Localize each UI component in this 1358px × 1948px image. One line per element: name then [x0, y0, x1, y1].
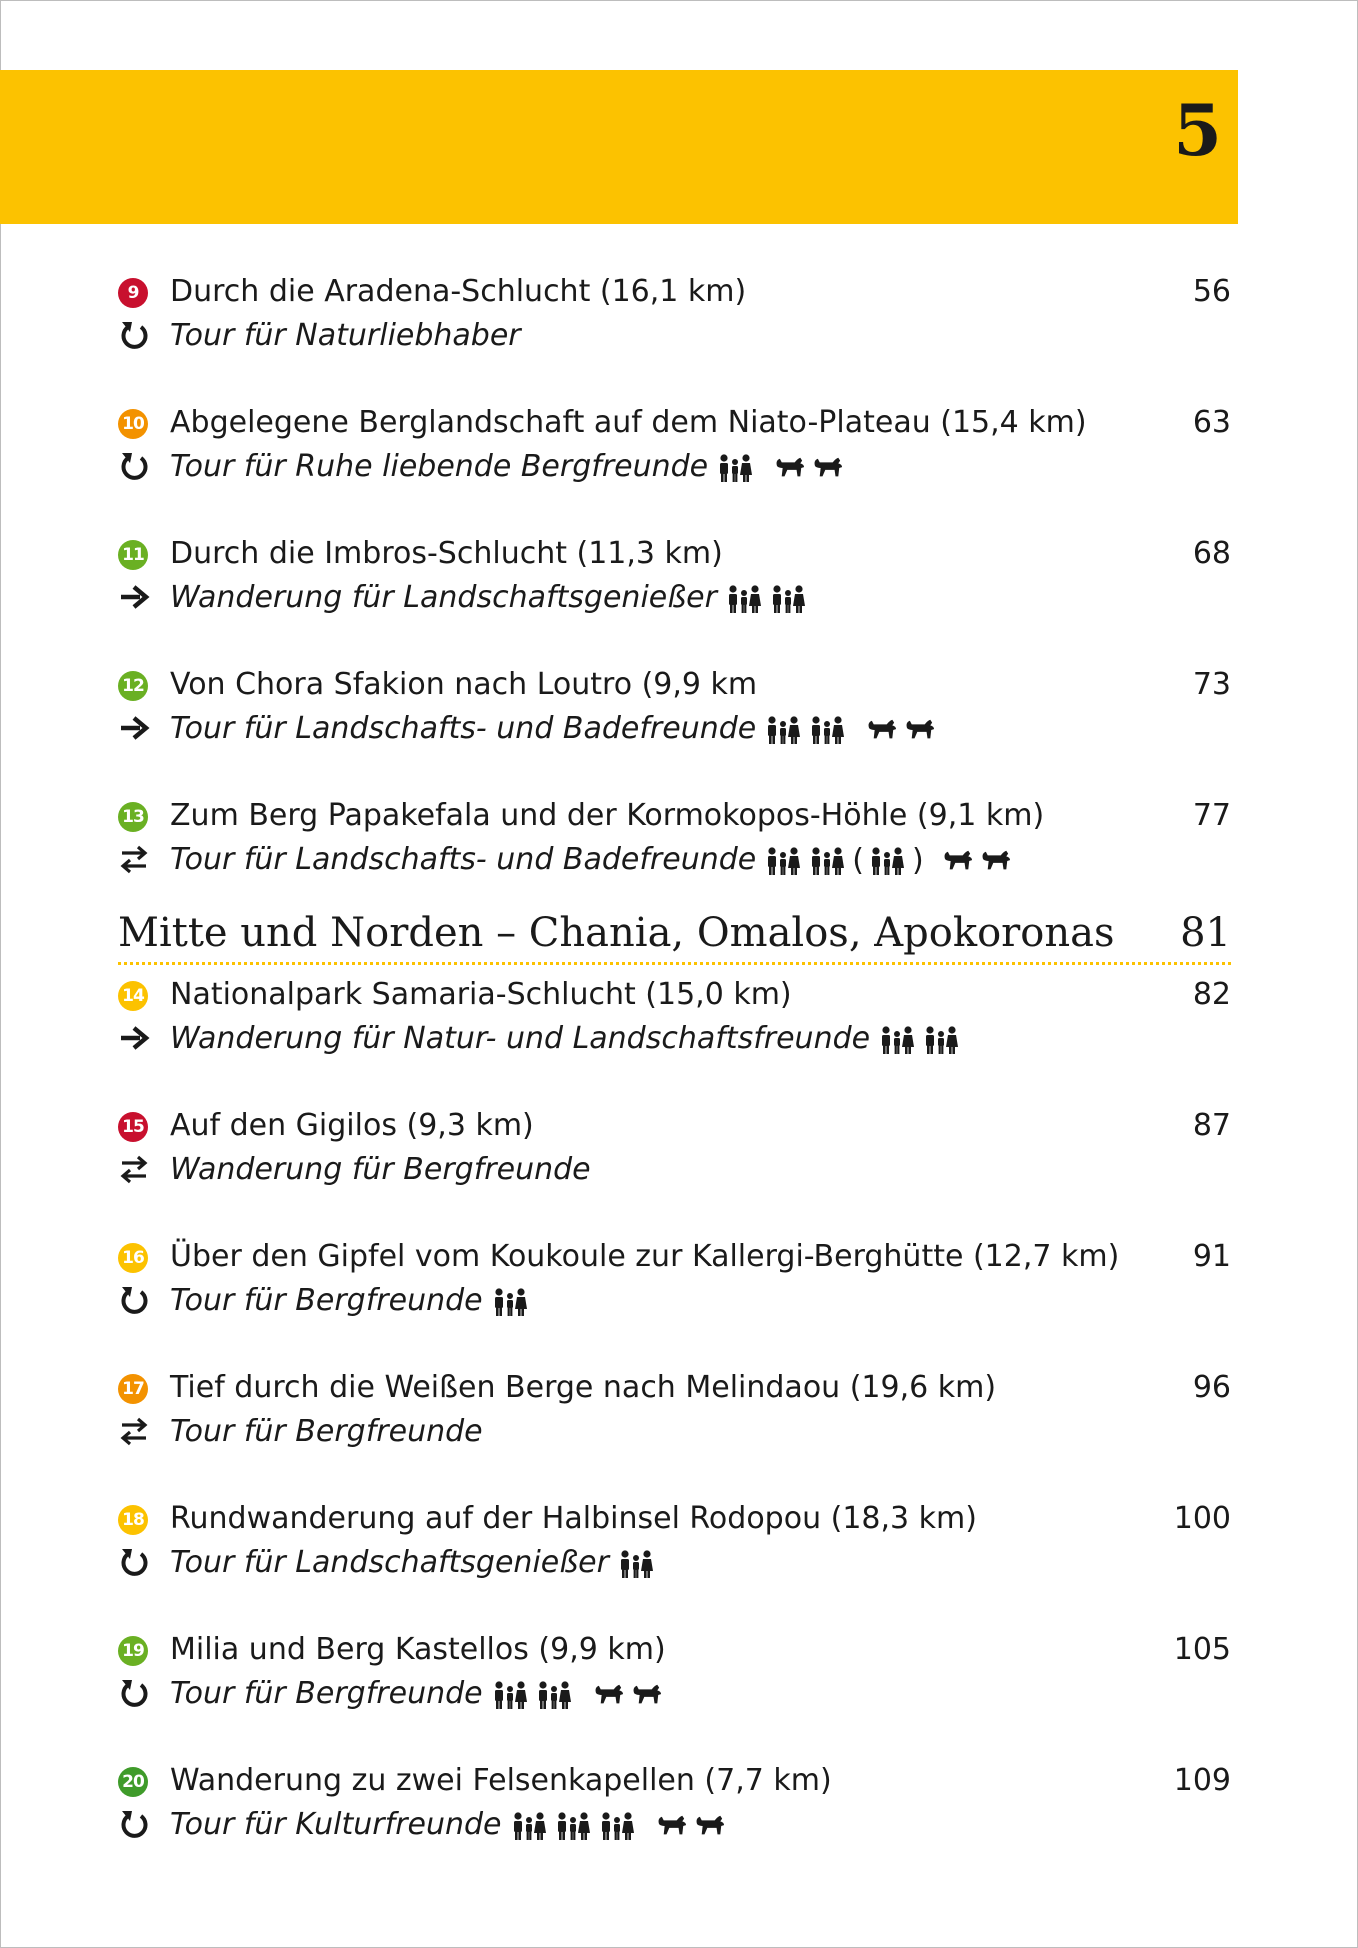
suitability-icons: [764, 842, 1013, 878]
family-icon: [535, 1680, 575, 1710]
toc-entry[interactable]: [118, 270, 1231, 401]
toc-entry[interactable]: [118, 1366, 1231, 1497]
toc-entry[interactable]: [118, 1759, 1231, 1890]
tour-page-number: 105: [1173, 1632, 1231, 1667]
loop-route-icon: [118, 449, 150, 483]
tour-subtitle: Tour für Bergfreunde: [170, 1283, 483, 1318]
family-icon: [868, 846, 908, 876]
tour-number-badge: 18: [118, 1505, 148, 1535]
tour-number-badge: 9: [118, 278, 148, 308]
tour-title: Rundwanderung auf der Halbinsel Rodopou (18,3 km): [170, 1501, 977, 1536]
family-icon: [598, 1811, 638, 1841]
tour-number-badge: 12: [118, 671, 148, 701]
tour-number-badge: 14: [118, 981, 148, 1011]
suitability-icons: [878, 1025, 962, 1055]
header-band: [0, 70, 1238, 224]
tour-title: Nationalpark Samaria-Schlucht (15,0 km): [170, 977, 792, 1012]
toc-entry[interactable]: [118, 1104, 1231, 1235]
there-and-back-route-icon: [118, 842, 150, 876]
suitability-icons: [764, 715, 938, 745]
family-icon: [617, 1549, 657, 1579]
tour-title: Durch die Aradena-Schlucht (16,1 km): [170, 274, 747, 309]
tour-number-badge: 16: [118, 1243, 148, 1273]
family-icon: [808, 715, 848, 745]
family-icon: [922, 1025, 962, 1055]
tour-subtitle: Tour für Bergfreunde: [170, 1676, 483, 1711]
page-number: 5: [1173, 89, 1222, 172]
dog-icon: [656, 1813, 690, 1839]
tour-subtitle: Wanderung für Landschaftsgenießer: [170, 580, 717, 615]
tour-title: Abgelegene Berglandschaft auf dem Niato-Plateau (15,4 km): [170, 405, 1087, 440]
dog-icon: [631, 1682, 665, 1708]
tour-page-number: 87: [1192, 1108, 1231, 1143]
tour-page-number: 91: [1192, 1239, 1231, 1274]
table-of-contents: [118, 270, 1231, 1890]
tour-number-badge: 19: [118, 1636, 148, 1666]
tour-page-number: 63: [1192, 405, 1231, 440]
loop-route-icon: [118, 1807, 150, 1841]
one-way-route-icon: [118, 711, 150, 745]
toc-entry[interactable]: [118, 973, 1231, 1104]
suitability-icons: [510, 1811, 728, 1841]
section-header: [118, 905, 1231, 965]
tour-subtitle: Tour für Landschafts- und Badefreunde: [170, 842, 757, 877]
family-icon: [764, 715, 804, 745]
tour-subtitle: Tour für Bergfreunde: [170, 1414, 483, 1449]
tour-title: Zum Berg Papakefala und der Kormokopos-Höhle (9,1 km): [170, 798, 1045, 833]
loop-route-icon: [118, 1676, 150, 1710]
family-icon: [491, 1680, 531, 1710]
there-and-back-route-icon: [118, 1414, 150, 1448]
family-icon: [878, 1025, 918, 1055]
suitability-icons: [491, 1680, 665, 1710]
tour-page-number: 56: [1192, 274, 1231, 309]
tour-page-number: 96: [1192, 1370, 1231, 1405]
tour-number-badge: 10: [118, 409, 148, 439]
there-and-back-route-icon: [118, 1152, 150, 1186]
tour-subtitle: Wanderung für Bergfreunde: [170, 1152, 591, 1187]
tour-subtitle: Tour für Kulturfreunde: [170, 1807, 502, 1842]
family-icon: [510, 1811, 550, 1841]
one-way-route-icon: [118, 580, 150, 614]
tour-number-badge: 17: [118, 1374, 148, 1404]
tour-number-badge: 13: [118, 802, 148, 832]
suitability-icons: [617, 1549, 657, 1579]
tour-number-badge: 15: [118, 1112, 148, 1142]
tour-title: Durch die Imbros-Schlucht (11,3 km): [170, 536, 723, 571]
entries-south: [118, 270, 1231, 925]
section-title: Mitte und Norden – Chania, Omalos, Apokoronas: [118, 910, 1115, 956]
tour-subtitle: Tour für Landschaftsgenießer: [170, 1545, 609, 1580]
tour-subtitle: Wanderung für Natur- und Landschaftsfreunde: [170, 1021, 871, 1056]
family-icon: [808, 846, 848, 876]
dog-icon: [942, 848, 976, 874]
dog-icon: [866, 717, 900, 743]
suitability-icons: [725, 584, 809, 614]
family-icon: [491, 1287, 531, 1317]
dog-icon: [593, 1682, 627, 1708]
tour-subtitle: Tour für Landschafts- und Badefreunde: [170, 711, 757, 746]
dog-icon: [812, 455, 846, 481]
tour-page-number: 100: [1173, 1501, 1231, 1536]
toc-entry[interactable]: [118, 1497, 1231, 1628]
dog-icon: [774, 455, 808, 481]
family-icon: [725, 584, 765, 614]
tour-number-badge: 11: [118, 540, 148, 570]
dog-icon: [980, 848, 1014, 874]
tour-title: Milia und Berg Kastellos (9,9 km): [170, 1632, 666, 1667]
toc-entry[interactable]: [118, 1235, 1231, 1366]
tour-title: Auf den Gigilos (9,3 km): [170, 1108, 534, 1143]
tour-title: Tief durch die Weißen Berge nach Melindaou (19,6 km): [170, 1370, 997, 1405]
suitability-icons: [716, 453, 846, 483]
tour-page-number: 73: [1192, 667, 1231, 702]
tour-page-number: 82: [1192, 977, 1231, 1012]
tour-title: Wanderung zu zwei Felsenkapellen (7,7 km): [170, 1763, 832, 1798]
paren-open: (: [852, 842, 864, 878]
tour-page-number: 68: [1192, 536, 1231, 571]
tour-subtitle: Tour für Ruhe liebende Bergfreunde: [170, 449, 709, 484]
section-page-number: 81: [1180, 910, 1231, 956]
loop-route-icon: [118, 318, 150, 352]
paren-close: ): [911, 842, 924, 878]
family-icon: [769, 584, 809, 614]
dog-icon: [694, 1813, 728, 1839]
tour-title: Über den Gipfel vom Koukoule zur Kallergi-Berghütte (12,7 km): [170, 1239, 1120, 1274]
family-icon: [716, 453, 756, 483]
toc-entry[interactable]: [118, 532, 1231, 663]
tour-subtitle: Tour für Naturliebhaber: [170, 318, 521, 353]
suitability-icons: [491, 1287, 531, 1317]
family-icon: [554, 1811, 594, 1841]
toc-entry[interactable]: [118, 663, 1231, 794]
tour-number-badge: 20: [118, 1767, 148, 1797]
tour-page-number: 77: [1192, 798, 1231, 833]
toc-entry[interactable]: [118, 1628, 1231, 1759]
one-way-route-icon: [118, 1021, 150, 1055]
entries-north: [118, 973, 1231, 1890]
tour-title: Von Chora Sfakion nach Loutro (9,9 km: [170, 667, 758, 702]
loop-route-icon: [118, 1283, 150, 1317]
dog-icon: [904, 717, 938, 743]
tour-page-number: 109: [1173, 1763, 1231, 1798]
section-dotted-rule: [118, 962, 1231, 965]
family-icon: [764, 846, 804, 876]
loop-route-icon: [118, 1545, 150, 1579]
toc-entry[interactable]: [118, 401, 1231, 532]
